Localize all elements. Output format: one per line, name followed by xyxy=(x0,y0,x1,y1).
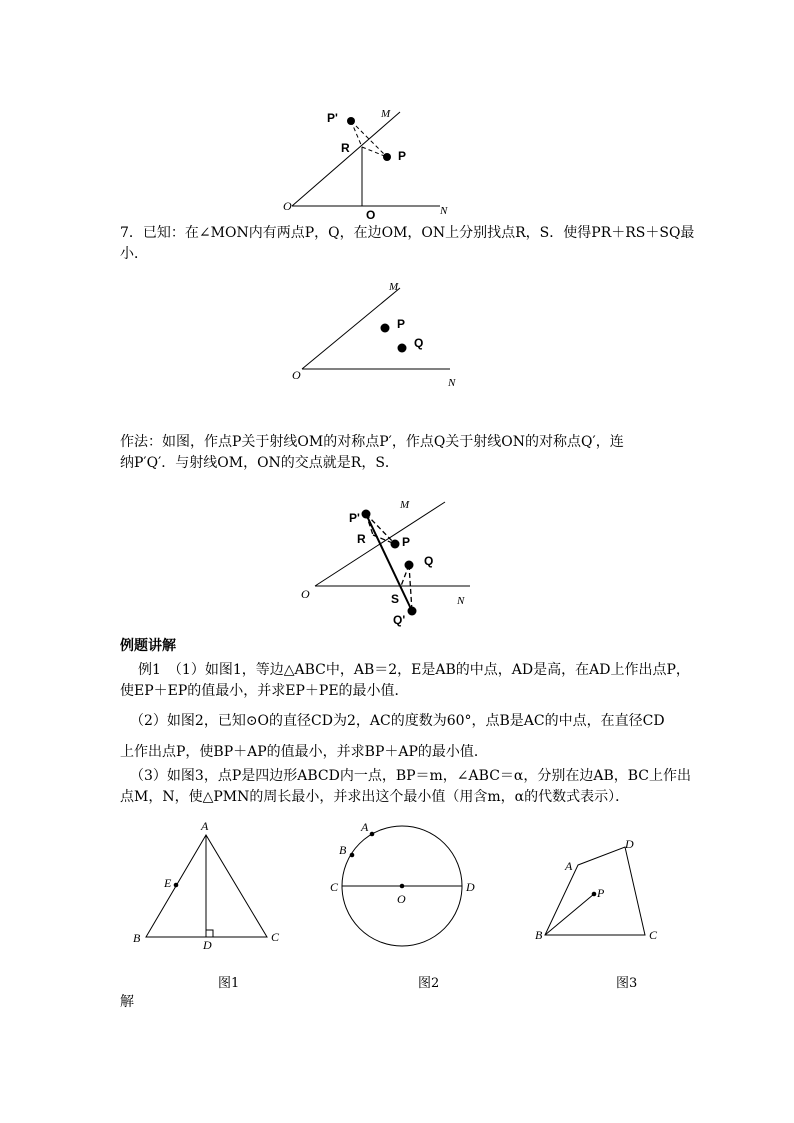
dashed-segment-r-p xyxy=(362,147,387,157)
point-p xyxy=(381,324,390,333)
label-o-vertex: O xyxy=(283,199,292,213)
point-p-prime xyxy=(362,510,371,519)
label-o: O xyxy=(397,892,406,906)
label-d: D xyxy=(203,938,212,952)
label-c: C xyxy=(649,928,658,942)
point-p xyxy=(391,540,400,549)
label-d: D xyxy=(466,880,475,894)
label-n: N xyxy=(448,377,456,389)
label-m: M xyxy=(381,108,391,120)
point-p xyxy=(592,892,597,897)
label-e: E xyxy=(164,876,172,890)
label-a: A xyxy=(565,859,573,873)
label-m: M xyxy=(400,499,410,511)
example-line5: （3）如图3，点P是四边形ABCD内一点，BP＝m，∠ABC＝α，分别在边AB，BC上作出 xyxy=(130,768,692,784)
problem7-line1: 7．已知：在∠MON内有两点P，Q，在边OM，ON上分别找点R，S．使得PR＋RS＋SQ最 xyxy=(120,225,695,241)
figure-angle-solution xyxy=(295,492,480,632)
point-a xyxy=(370,832,375,837)
label-p-prime: P' xyxy=(327,111,338,125)
example-line3: （2）如图2，已知⊙O的直径CD为2，AC的度数为60°，点B是AC的中点，在直径CD xyxy=(130,713,665,729)
point-b xyxy=(350,853,355,858)
label-q-prime: Q' xyxy=(393,613,406,627)
label-b: B xyxy=(133,931,141,945)
label-p: P xyxy=(402,535,411,549)
dashed-segment-p-prime-p xyxy=(366,514,395,544)
label-o: O xyxy=(292,368,301,382)
point-q-prime xyxy=(408,607,417,616)
label-o: O xyxy=(301,587,310,601)
point-p xyxy=(383,153,391,161)
answer-label: 解 xyxy=(120,994,134,1010)
label-p: P xyxy=(398,149,407,163)
label-q: Q xyxy=(424,554,434,568)
example-line4: 上作出点P，使BP＋AP的值最小，并求BP＋AP的最小值． xyxy=(120,744,488,760)
caption-figure-3: 图3 xyxy=(616,976,638,991)
label-o-bottom: O xyxy=(366,208,376,222)
figure-2-circle xyxy=(325,815,490,955)
label-b: B xyxy=(339,843,347,857)
label-q: Q xyxy=(414,336,424,350)
section-title: 例题讲解 xyxy=(120,638,176,654)
dashed-segment-p-prime-r xyxy=(351,121,362,147)
point-p-prime xyxy=(347,117,355,125)
label-n: N xyxy=(457,595,465,607)
figure-1-triangle xyxy=(128,815,288,955)
label-c: C xyxy=(330,880,339,894)
figure-angle-reflection-p xyxy=(280,100,470,220)
example-line1: 例1 （1）如图1，等边△ABC中，AB＝2，E是AB的中点，AD是高，在AD上作出点P， xyxy=(138,662,690,678)
label-p: P xyxy=(397,317,406,331)
caption-figure-2: 图2 xyxy=(418,976,440,991)
label-a: A xyxy=(361,820,369,834)
example-line2: 使EP＋EP的值最小，并求EP＋PE的最小值． xyxy=(120,683,409,699)
method-line2: 纳P′Q′．与射线OM，ON的交点就是R，S． xyxy=(120,455,399,471)
segment-bp xyxy=(545,894,594,935)
label-r: R xyxy=(341,141,350,155)
caption-figure-1: 图1 xyxy=(218,976,240,991)
label-c: C xyxy=(271,930,280,944)
label-m: M xyxy=(389,281,399,293)
segment-p-prime-q-prime xyxy=(366,514,412,611)
label-d: D xyxy=(625,837,634,851)
point-q xyxy=(405,561,414,570)
label-r: R xyxy=(357,532,366,546)
point-o xyxy=(400,884,405,889)
point-e xyxy=(174,883,179,888)
figure-angle-two-points xyxy=(285,280,470,390)
label-p: P xyxy=(597,886,605,900)
label-p-prime: P' xyxy=(349,511,360,525)
label-n: N xyxy=(440,205,448,217)
label-a: A xyxy=(201,819,209,833)
method-line1: 作法：如图，作点P关于射线OM的对称点P′，作点Q关于射线ON的对称点Q′，连 xyxy=(120,434,624,450)
label-s: S xyxy=(391,592,400,606)
example-line6: 点M，N，使△PMN的周长最小，并求出这个最小值（用含m，α的代数式表示）． xyxy=(120,789,630,805)
figure-3-quadrilateral xyxy=(530,830,670,955)
problem7-line2: 小． xyxy=(120,246,148,262)
right-angle-mark xyxy=(206,930,213,937)
label-b: B xyxy=(535,928,543,942)
point-q xyxy=(398,344,407,353)
